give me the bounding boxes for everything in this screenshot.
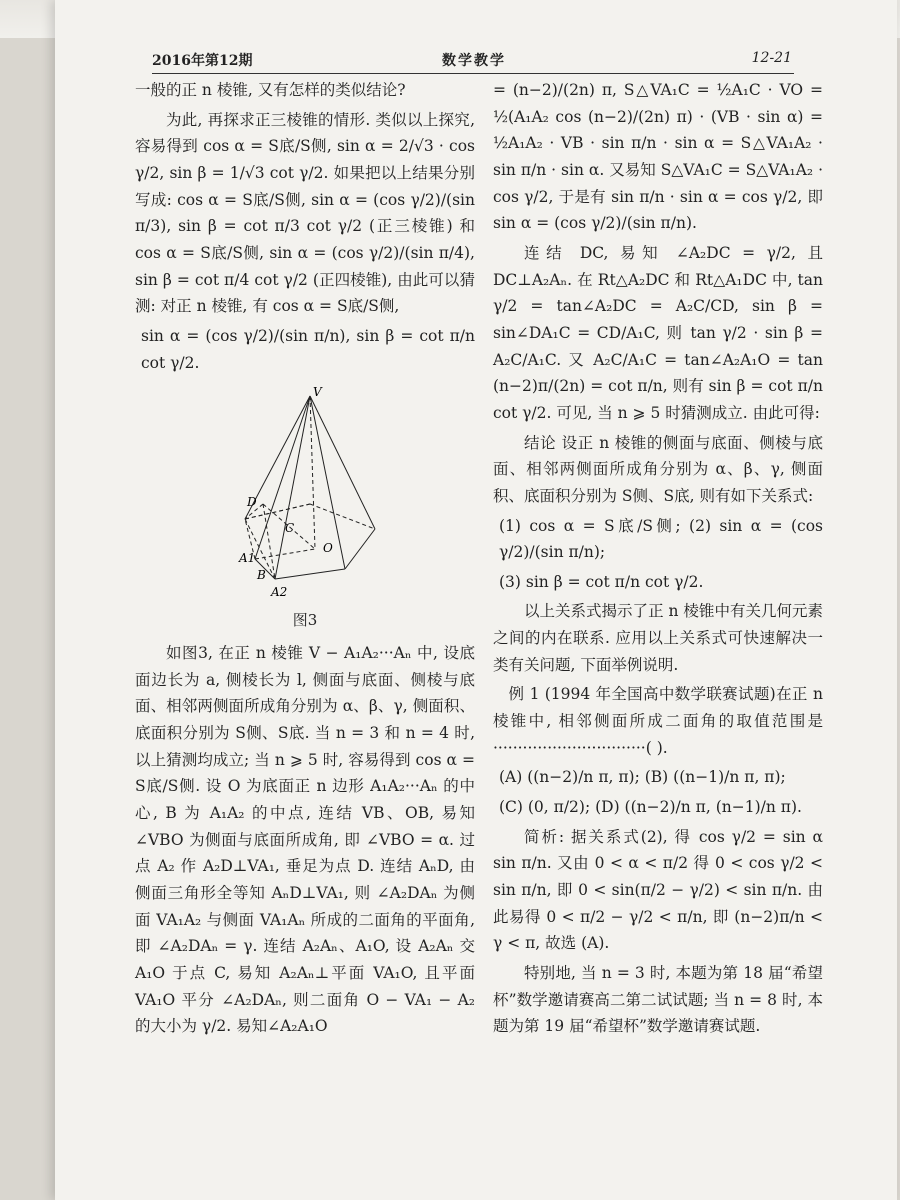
left-paragraph-4: 如图3, 在正 n 棱锥 V − A₁A₂···Aₙ 中, 设底面边长为 a, 侧棱长为 l, 侧面与底面、侧棱与底面、相邻两侧面所成角分别为 α、β、γ, 侧面积、底面积分别为 S侧、S底. 当 n = 3 和 n = 4 时, 以上猜测均成立; 当 n ⩾ 5 时, 容易得到 cos α = S底/S侧. 设 O 为底面正 n 边形 A₁A₂···Aₙ 的中心, B 为 A₁A₂ 的中点, 连结 VB、OB, 易知 ∠VBO 为侧面与底面所成角, 即 ∠VBO = α. 过点 A₂ 作 A₂D⊥VA₁, 垂足为点 D. 连结 AₙD, 由侧面三角形全等知 AₙD⊥VA₁, 则 ∠A₂DAₙ 为侧面 VA₁A₂ 与侧面 VA₁Aₙ 所成的二面角的平面角, 即 ∠A₂DAₙ = γ. 连结 A₂Aₙ、A₁O, 设 A₂Aₙ 交 A₁O 于点 C, 易知 A₂Aₙ⊥平面 VA₁O, 且平面 VA₁O 平分 ∠A₂DAₙ, 则二面角 O − VA₁ − A₂ 的大小为 γ/2. 易知∠A₂A₁O bbox=[135, 644, 475, 1036]
choices-ab: (A) ((n−2)/n π, π); (B) ((n−1)/n π, π); bbox=[499, 768, 786, 787]
special-case-paragraph: 特别地, 当 n = 3 时, 本题为第 18 届“希望杯”数学邀请赛高二第二试试题; 当 n = 8 时, 本题为第 19 届“希望杯”数学邀请赛试题. bbox=[493, 964, 823, 1036]
pyramid-figure bbox=[135, 384, 475, 604]
label-A1: A1 bbox=[239, 551, 256, 566]
label-O: O bbox=[323, 541, 333, 556]
label-D: D bbox=[247, 495, 257, 510]
left-paragraph-1: 一般的正 n 棱锥, 又有怎样的类似结论? bbox=[135, 81, 406, 99]
figure-caption: 图3 bbox=[292, 611, 318, 630]
example-1: 例 1 (1994 年全国高中数学联赛试题)在正 n 棱锥中, 相邻侧面所成二面角的取值范围是·······························( ). bbox=[493, 685, 823, 757]
journal-title: 数学教学 bbox=[442, 53, 506, 69]
label-B: B bbox=[257, 568, 266, 583]
label-C: C bbox=[285, 521, 295, 536]
right-paragraph-2: 连结 DC, 易知 ∠A₂DC = γ/2, 且 DC⊥A₂Aₙ. 在 Rt△A₂DC 和 Rt△A₁DC 中, tan γ/2 = tan∠A₂DC = A₂C/CD, sin β = sin∠DA₁C = CD/A₁C, 则 tan γ/2 · sin β = A₂C/A₁C. 又 A₂C/A₁C = tan∠A₂A₁O = tan (n−2)π/(2n) = cot π/n, 则有 sin β = cot π/n cot γ/2. 可见, 当 n ⩾ 5 时猜测成立. 由此可得: bbox=[493, 243, 823, 422]
conclusion-formula-1: (1) cos α = S底/S侧; (2) sin α = (cos γ/2)/(sin π/n); bbox=[499, 516, 823, 562]
label-A2: A2 bbox=[271, 585, 288, 600]
right-paragraph-1: = (n−2)/(2n) π, S△VA₁C = ½A₁C · VO = ½(A₁A₂ cos (n−2)/(2n) π) · (VB · sin α) = ½A₁A₂ · VB · sin π/n · sin α = S△VA₁A₂ · sin π/n · sin α. 又易知 S△VA₁C = S△VA₁A₂ · cos γ/2, 于是有 sin π/n · sin α = cos γ/2, 即 sin α = (cos γ/2)/(sin π/n). bbox=[493, 81, 823, 233]
conclusion-paragraph: 结论 设正 n 棱锥的侧面与底面、侧棱与底面、相邻两侧面所成角分别为 α、β、γ, 侧面积、底面积分别为 S侧、S底, 则有如下关系式: bbox=[493, 433, 823, 505]
left-formula: sin α = (cos γ/2)/(sin π/n), sin β = cot π/n cot γ/2. bbox=[141, 326, 475, 372]
issue-label: 2016年第12期 bbox=[152, 53, 253, 69]
right-paragraph-4: 以上关系式揭示了正 n 棱锥中有关几何元素之间的内在联系. 应用以上关系式可快速解决一类有关问题, 下面举例说明. bbox=[493, 602, 823, 674]
choices-cd: (C) (0, π/2); (D) ((n−2)/n π, (n−1)/n π). bbox=[499, 798, 802, 817]
label-V: V bbox=[313, 385, 322, 400]
page-number: 12-21 bbox=[751, 50, 792, 66]
right-column bbox=[493, 77, 823, 1043]
header-rule bbox=[152, 73, 794, 74]
pyramid-diagram bbox=[135, 384, 475, 604]
left-paragraph-2: 为此, 再探求正三棱锥的情形. 类似以上探究, 容易得到 cos α = S底/S侧, sin α = 2/√3 · cos γ/2, sin β = 1/√3 cot γ/2. 如果把以上结果分别写成: cos α = S底/S侧, sin α = (cos γ/2)/(sin π/3), sin β = cot π/3 cot γ/2 (正三棱锥) 和 cos α = S底/S侧, sin α = (cos γ/2)/(sin π/4), sin β = cot π/4 cot γ/2 (正四棱锥), 由此可以猜测: 对正 n 棱锥, 有 cos α = S底/S侧, bbox=[135, 110, 475, 316]
conclusion-formula-2: (3) sin β = cot π/n cot γ/2. bbox=[499, 572, 704, 591]
analysis-paragraph: 简析: 据关系式(2), 得 cos γ/2 = sin α sin π/n. 又由 0 < α < π/2 得 0 < cos γ/2 < sin π/n, 即 0 < sin(π/2 − γ/2) < sin π/n. 由此易得 0 < π/2 − γ/2 < π/n, 即 (n−2)π/n < γ < π, 故选 (A). bbox=[493, 827, 823, 953]
left-column bbox=[135, 77, 475, 1043]
